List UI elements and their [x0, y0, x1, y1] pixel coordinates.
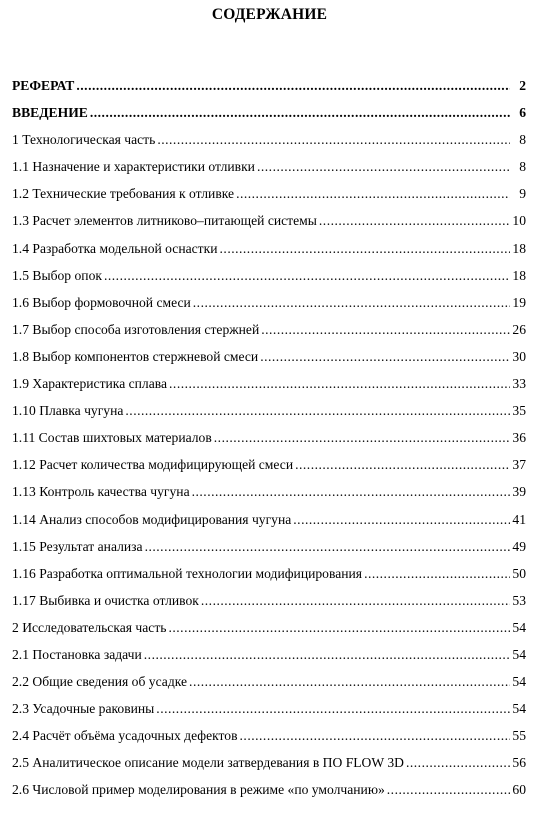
- dot-leader: [125, 402, 510, 420]
- toc-entry[interactable]: [12, 480, 526, 507]
- toc-entry-page-number: 49: [512, 538, 526, 554]
- toc-entry-label: 2.6 Числовой пример моделирования в режиме «по умолчанию»: [12, 782, 385, 798]
- toc-entry-label: 1.8 Выбор компонентов стержневой смеси: [12, 348, 259, 364]
- toc-entry[interactable]: [12, 453, 526, 480]
- toc-entry-label: 1.9 Характеристика сплава: [12, 376, 168, 392]
- toc-entry[interactable]: [12, 74, 526, 101]
- toc-entry-page-number: 53: [512, 592, 526, 608]
- toc-entry-page-number: 60: [512, 782, 526, 798]
- toc-entry-page-number: 37: [512, 457, 526, 473]
- toc-entry-label: 1.15 Результат анализа: [12, 538, 143, 554]
- toc-entry[interactable]: [12, 508, 526, 535]
- dot-leader: [169, 375, 510, 393]
- dot-leader: [104, 267, 510, 285]
- toc-entry-page-number: 26: [512, 321, 526, 337]
- dot-leader: [76, 77, 510, 95]
- dot-leader: [90, 104, 510, 122]
- toc-entry-label: 1.1 Назначение и характеристики отливки: [12, 159, 255, 175]
- dot-leader: [295, 456, 510, 474]
- toc-entry-label: 1.2 Технические требования к отливке: [12, 186, 235, 202]
- toc-entry-page-number: 54: [512, 701, 526, 717]
- dot-leader: [406, 754, 510, 772]
- toc-entry-label: 2.4 Расчёт объёма усадочных дефектов: [12, 728, 238, 744]
- toc-entry[interactable]: [12, 182, 526, 209]
- toc-entry-label: 1.11 Состав шихтовых материалов: [12, 430, 212, 446]
- dot-leader: [156, 700, 510, 718]
- toc-entry[interactable]: [12, 264, 526, 291]
- toc-entry[interactable]: [12, 778, 526, 805]
- toc-entry[interactable]: [12, 237, 526, 264]
- dot-leader: [236, 185, 510, 203]
- toc-entry[interactable]: [12, 616, 526, 643]
- toc-entry-label: 1.12 Расчет количества модифицирующей смеси: [12, 457, 294, 473]
- toc-entry-page-number: 18: [512, 240, 526, 256]
- dot-leader: [201, 592, 510, 610]
- toc-entry[interactable]: [12, 128, 526, 155]
- toc-entry-page-number: 36: [512, 430, 526, 446]
- toc-entry-label: 1.3 Расчет элементов литниково–питающей системы: [12, 213, 317, 229]
- toc-entry[interactable]: [12, 101, 526, 128]
- toc-entry-page-number: 54: [512, 674, 526, 690]
- dot-leader: [293, 511, 510, 529]
- toc-entry-page-number: 39: [512, 484, 526, 500]
- toc-entry[interactable]: [12, 751, 526, 778]
- toc-entry[interactable]: [12, 535, 526, 562]
- toc-entry[interactable]: [12, 291, 526, 318]
- toc-entry[interactable]: [12, 209, 526, 236]
- toc-entry-label: 1.13 Контроль качества чугуна: [12, 484, 190, 500]
- toc-entry-label: 1.4 Разработка модельной оснастки: [12, 240, 218, 256]
- toc-entry-page-number: 50: [512, 565, 526, 581]
- dot-leader: [364, 565, 510, 583]
- toc-entry-page-number: 8: [519, 159, 526, 175]
- dot-leader: [260, 348, 510, 366]
- toc-entry-label: 1.6 Выбор формовочной смеси: [12, 294, 191, 310]
- toc-entry-label: 2.5 Аналитическое описание модели затвердевания в ПО FLOW 3D: [12, 755, 404, 771]
- dot-leader: [214, 429, 510, 447]
- dot-leader: [319, 212, 510, 230]
- toc-entry[interactable]: [12, 345, 526, 372]
- toc-entry-page-number: 10: [512, 213, 526, 229]
- dot-leader: [193, 294, 510, 312]
- toc-entry-label: ВВЕДЕНИЕ: [12, 105, 88, 121]
- toc-entry-page-number: 30: [512, 348, 526, 364]
- toc-entry-page-number: 54: [512, 646, 526, 662]
- table-of-contents: [12, 74, 526, 806]
- toc-entry[interactable]: [12, 670, 526, 697]
- toc-entry-page-number: 41: [512, 511, 526, 527]
- dot-leader: [144, 646, 510, 664]
- dot-leader: [261, 321, 510, 339]
- toc-entry[interactable]: [12, 697, 526, 724]
- toc-entry[interactable]: [12, 562, 526, 589]
- toc-entry-page-number: 56: [512, 755, 526, 771]
- toc-entry-label: 2.1 Постановка задачи: [12, 646, 142, 662]
- toc-entry-label: 2.3 Усадочные раковины: [12, 701, 155, 717]
- toc-entry[interactable]: [12, 724, 526, 751]
- page-title: СОДЕРЖАНИЕ: [211, 6, 328, 23]
- toc-entry[interactable]: [12, 318, 526, 345]
- toc-entry[interactable]: [12, 155, 526, 182]
- toc-entry-label: 1.10 Плавка чугуна: [12, 403, 124, 419]
- toc-entry-label: 1.17 Выбивка и очистка отливок: [12, 592, 199, 608]
- toc-entry[interactable]: [12, 399, 526, 426]
- toc-entry-page-number: 2: [519, 78, 526, 93]
- toc-entry-label: 2 Исследовательская часть: [12, 619, 167, 635]
- toc-entry[interactable]: [12, 372, 526, 399]
- toc-entry-label: 1.5 Выбор опок: [12, 267, 102, 283]
- dot-leader: [220, 240, 510, 258]
- toc-entry-page-number: 8: [519, 132, 526, 148]
- dot-leader: [168, 619, 510, 637]
- toc-entry-label: 1.16 Разработка оптимальной технологии модифицирования: [12, 565, 363, 581]
- toc-entry-page-number: 54: [512, 619, 526, 635]
- toc-entry-page-number: 19: [512, 294, 526, 310]
- toc-entry-label: 1 Технологическая часть: [12, 132, 156, 148]
- toc-entry-page-number: 6: [519, 105, 526, 121]
- toc-entry-label: 1.7 Выбор способа изготовления стержней: [12, 321, 260, 337]
- toc-entry-page-number: 33: [512, 376, 526, 392]
- dot-leader: [240, 727, 510, 745]
- toc-entry-page-number: 55: [512, 728, 526, 744]
- toc-entry-label: 1.14 Анализ способов модифицирования чугуна: [12, 511, 292, 527]
- toc-entry-page-number: 18: [512, 267, 526, 283]
- dot-leader: [157, 131, 510, 149]
- dot-leader: [192, 483, 510, 501]
- toc-entry[interactable]: [12, 643, 526, 670]
- dot-leader: [387, 781, 510, 799]
- dot-leader: [257, 158, 510, 176]
- toc-entry-page-number: 9: [519, 186, 526, 202]
- dot-leader: [189, 673, 510, 691]
- toc-entry[interactable]: [12, 426, 526, 453]
- toc-entry-label: РЕФЕРАТ: [12, 78, 75, 93]
- toc-entry-label: 2.2 Общие сведения об усадке: [12, 674, 188, 690]
- dot-leader: [145, 538, 510, 556]
- toc-entry-page-number: 35: [512, 403, 526, 419]
- toc-entry[interactable]: [12, 589, 526, 616]
